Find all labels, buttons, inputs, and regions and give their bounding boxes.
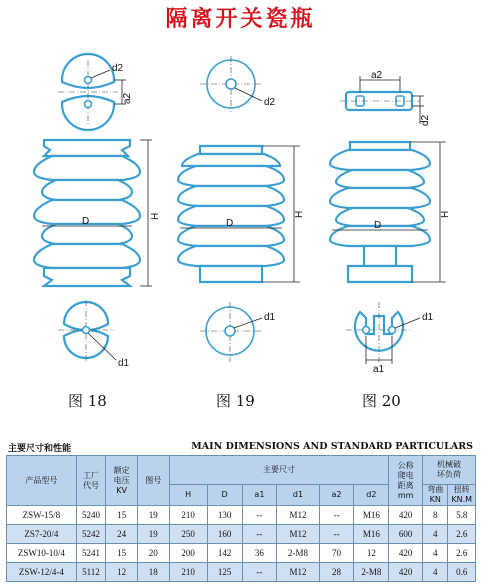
cell-torsion: 2.6 [448,544,476,563]
fig18-label-d1: d1 [118,358,130,369]
cell-a1: -- [242,525,277,544]
cell-model: ZSW-12/4-4 [7,563,77,582]
section-title-en: MAIN DIMENSIONS AND STANDARD PARTICULARS [191,441,473,452]
figure-20 [330,70,451,375]
cell-figure: 19 [137,506,169,525]
cell-figure: 18 [137,563,169,582]
cell-voltage: 15 [106,544,138,563]
fig18-side-view [34,140,161,286]
cell-a1: -- [242,563,277,582]
cell-voltage: 12 [106,563,138,582]
fig19-label-d1: d1 [264,312,276,323]
col-main-dimensions: 主要尺寸 [169,456,389,485]
cell-d1: 2-M8 [277,544,319,563]
table-row [7,544,476,563]
col-D: D [207,485,242,506]
cell-D: 142 [207,544,242,563]
col-H: H [169,485,207,506]
cell-H: 210 [169,506,207,525]
fig18-top-view [58,54,133,130]
fig19-bottom-view [200,302,276,362]
col-figure-no: 图号 [137,456,169,506]
cell-figure: 20 [137,544,169,563]
cell-voltage: 15 [106,506,138,525]
figure-19-caption: 图 19 [216,392,255,410]
col-d1: d1 [277,485,319,506]
cell-D: 130 [207,506,242,525]
table-row [7,525,476,544]
cell-voltage: 24 [106,525,138,544]
section-title-zh: 主要尺寸和性能 [8,444,72,454]
cell-d1: M12 [277,563,319,582]
fig18-bottom-view [58,300,130,369]
fig20-label-a1: a1 [373,364,385,375]
fig19-label-H: H [294,210,305,218]
cell-a1: -- [242,506,277,525]
fig20-label-d1: d1 [422,312,434,323]
col-mechanical-load: 机械破 坏负荷 [423,456,476,485]
figure-18 [34,54,161,369]
cell-model: ZSW10-10/4 [7,544,77,563]
cell-model: ZSW-15/8 [7,506,77,525]
col-rated-voltage: 额定 电压 KV [106,456,138,506]
cell-H: 210 [169,563,207,582]
fig20-label-H: H [440,210,451,218]
table-row [7,506,476,525]
figure-18-caption: 图 18 [68,392,107,410]
fig19-side-view [178,146,305,282]
col-a2: a2 [319,485,354,506]
fig20-label-d2: d2 [420,114,431,126]
cell-code: 5241 [76,544,106,563]
cell-d2: M16 [354,525,389,544]
fig19-top-view [200,56,276,112]
cell-code: 5112 [76,563,106,582]
fig19-label-D: D [226,218,234,229]
cell-torsion: 5.8 [448,506,476,525]
col-creepage: 公称 爬电 距离 mm [389,456,423,506]
fig20-label-D: D [374,220,382,231]
cell-creep: 420 [389,563,423,582]
cell-creep: 600 [389,525,423,544]
fig18-label-a2: a2 [122,92,133,104]
cell-d2: 12 [354,544,389,563]
cell-bend: 8 [423,506,448,525]
figure-19 [178,56,305,362]
figure-20-caption: 图 20 [362,392,401,410]
fig20-label-a2: a2 [371,70,383,81]
cell-d1: M12 [277,525,319,544]
fig18-label-d2: d2 [112,63,124,74]
cell-a2: 28 [319,563,354,582]
fig20-bottom-view [346,302,434,375]
cell-bend: 4 [423,563,448,582]
col-factory-code: 工厂 代号 [76,456,106,506]
cell-code: 5240 [76,506,106,525]
cell-a1: 36 [242,544,277,563]
cell-D: 160 [207,525,242,544]
cell-d2: 2-M8 [354,563,389,582]
cell-model: ZS7-20/4 [7,525,77,544]
col-torsion: 扭转 KN.M [448,485,476,506]
cell-a2: 70 [319,544,354,563]
col-model: 产品型号 [7,456,77,506]
cell-creep: 420 [389,544,423,563]
cell-a2: -- [319,525,354,544]
cell-H: 200 [169,544,207,563]
cell-a2: -- [319,506,354,525]
fig19-label-d2: d2 [264,97,276,108]
cell-torsion: 0.6 [448,563,476,582]
cell-code: 5242 [76,525,106,544]
fig18-label-H: H [150,212,161,220]
cell-figure: 19 [137,525,169,544]
cell-d2: M16 [354,506,389,525]
fig18-label-D: D [82,216,90,227]
col-a1: a1 [242,485,277,506]
specifications-table [6,455,476,582]
cell-creep: 420 [389,506,423,525]
cell-bend: 4 [423,525,448,544]
cell-bend: 4 [423,544,448,563]
cell-d1: M12 [277,506,319,525]
table-header-row [7,456,476,485]
col-bending: 弯曲 KN [423,485,448,506]
page-title: 隔离开关瓷瓶 [165,7,316,32]
col-d2: d2 [354,485,389,506]
fig20-top-view [340,70,431,126]
fig20-side-view [330,142,451,282]
cell-H: 250 [169,525,207,544]
cell-torsion: 2.6 [448,525,476,544]
cell-D: 125 [207,563,242,582]
table-row [7,563,476,582]
